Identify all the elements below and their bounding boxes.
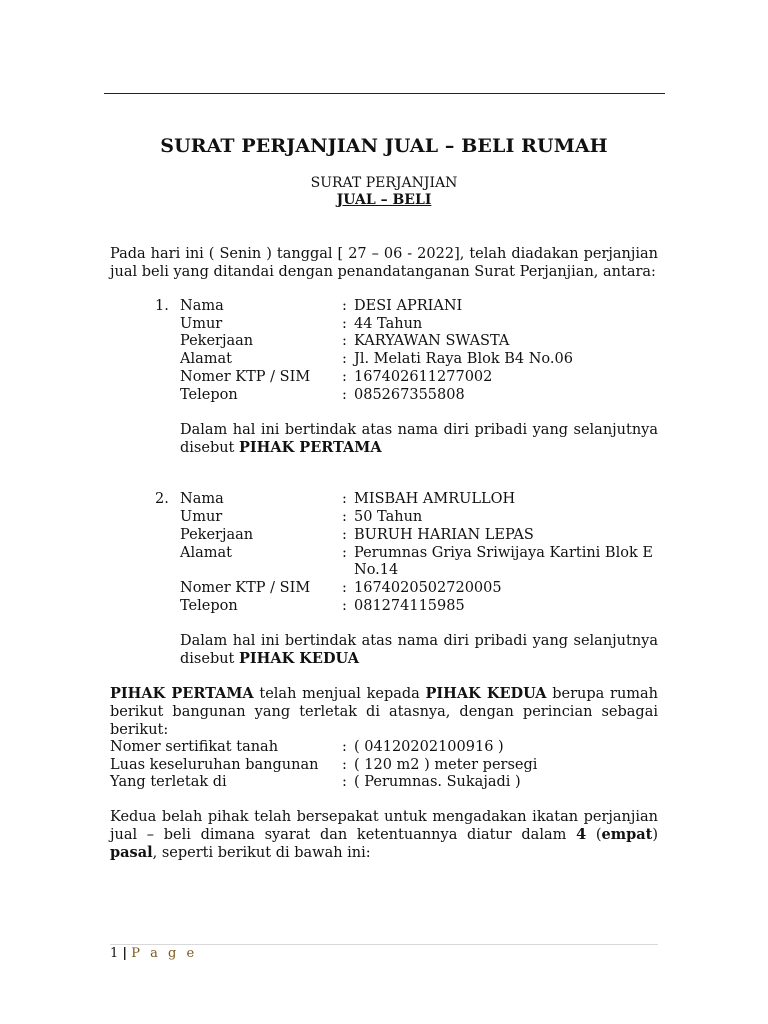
page-separator: | <box>122 946 128 961</box>
field-label: Umur <box>180 316 223 332</box>
closing-unit: pasal <box>110 844 153 861</box>
field-colon: : <box>342 545 347 561</box>
party2-statement <box>180 632 658 668</box>
property-value: ( 120 m2 ) meter persegi <box>354 757 538 773</box>
document-title: SURAT PERJANJIAN JUAL – BELI RUMAH <box>160 135 608 157</box>
field-label: Alamat <box>180 351 232 367</box>
field-colon: : <box>342 298 347 314</box>
header-rule <box>104 93 665 94</box>
closing-open-paren: ( <box>595 827 602 843</box>
field-colon: : <box>342 491 347 507</box>
party1-role: PIHAK PERTAMA <box>239 439 382 456</box>
property-colon: : <box>342 774 347 790</box>
property-value: ( Perumnas. Sukajadi ) <box>354 774 521 790</box>
page-footer <box>110 946 197 961</box>
field-value: 081274115985 <box>354 598 465 614</box>
sale-text2: berupa rumah berikut bangunan yang terletak di atasnya, dengan perincian sebagai berikut: <box>110 686 659 738</box>
closing-count: 4 <box>576 826 587 843</box>
property-label: Nomer sertifikat tanah <box>110 739 279 755</box>
footer-rule <box>110 944 658 945</box>
page-number: 1 <box>110 946 119 961</box>
field-value: Perumnas Griya Sriwijaya Kartini Blok E <box>354 545 653 561</box>
sale-paragraph <box>110 685 658 739</box>
field-colon: : <box>342 351 347 367</box>
property-label: Yang terletak di <box>110 774 227 790</box>
closing-close-paren: ) <box>652 827 659 843</box>
field-value: 085267355808 <box>354 387 465 403</box>
field-value: BURUH HARIAN LEPAS <box>354 527 534 543</box>
party1-statement <box>180 421 658 457</box>
field-value: 50 Tahun <box>354 509 423 525</box>
closing-count-word: empat <box>601 826 653 843</box>
sale-party-b: PIHAK KEDUA <box>425 685 547 702</box>
field-label: Pekerjaan <box>180 333 254 349</box>
property-colon: : <box>342 739 347 755</box>
field-value: MISBAH AMRULLOH <box>354 491 516 507</box>
field-label: Umur <box>180 509 223 525</box>
closing-text2: , seperti berikut di bawah ini: <box>152 845 371 861</box>
closing-paragraph <box>110 808 658 862</box>
field-value: KARYAWAN SWASTA <box>354 333 510 349</box>
intro-paragraph: Pada hari ini ( Senin ) tanggal [ 27 – 06 - 2022], telah diadakan perjanjian jual beli yang ditandai dengan penandatanganan Surat Perjanjian, antara: <box>110 246 658 280</box>
field-value: Jl. Melati Raya Blok B4 No.06 <box>354 351 573 367</box>
field-label: Nomer KTP / SIM <box>180 580 311 596</box>
property-colon: : <box>342 757 347 773</box>
field-colon: : <box>342 369 347 385</box>
field-value: 44 Tahun <box>354 316 423 332</box>
document-subtitle: SURAT PERJANJIAN <box>310 175 458 191</box>
field-colon: : <box>342 387 347 403</box>
field-colon: : <box>342 333 347 349</box>
sale-party-a: PIHAK PERTAMA <box>110 685 254 702</box>
field-label: Nama <box>180 491 224 507</box>
field-label: Telepon <box>180 387 238 403</box>
field-value: DESI APRIANI <box>354 298 463 314</box>
property-value: ( 04120202100916 ) <box>354 739 504 755</box>
closing-text1: Kedua belah pihak telah bersepakat untuk mengadakan ikatan perjanjian jual – beli dimana syarat dan ketentuannya diatur dalam <box>110 809 658 843</box>
field-value: 167402611277002 <box>354 369 493 385</box>
page-label: P a g e <box>131 946 198 961</box>
statement-text: Dalam hal ini bertindak atas nama diri pribadi yang selanjutnya disebut <box>180 633 658 667</box>
sale-text1: telah menjual kepada <box>259 686 420 702</box>
field-value: 1674020502720005 <box>354 580 502 596</box>
statement-text: Dalam hal ini bertindak atas nama diri pribadi yang selanjutnya disebut <box>180 422 658 456</box>
field-label: Nomer KTP / SIM <box>180 369 311 385</box>
field-colon: : <box>342 598 347 614</box>
field-colon: : <box>342 527 347 543</box>
document-subtitle-underlined: JUAL – BELI <box>336 192 432 208</box>
party1-number: 1. <box>155 298 169 314</box>
field-label: Alamat <box>180 545 232 561</box>
field-colon: : <box>342 580 347 596</box>
party2-number: 2. <box>155 491 169 507</box>
field-value-continuation: No.14 <box>354 562 399 578</box>
property-label: Luas keseluruhan bangunan <box>110 757 319 773</box>
field-label: Pekerjaan <box>180 527 254 543</box>
field-colon: : <box>342 316 347 332</box>
field-label: Nama <box>180 298 224 314</box>
field-colon: : <box>342 509 347 525</box>
party2-role: PIHAK KEDUA <box>239 650 359 667</box>
field-label: Telepon <box>180 598 238 614</box>
